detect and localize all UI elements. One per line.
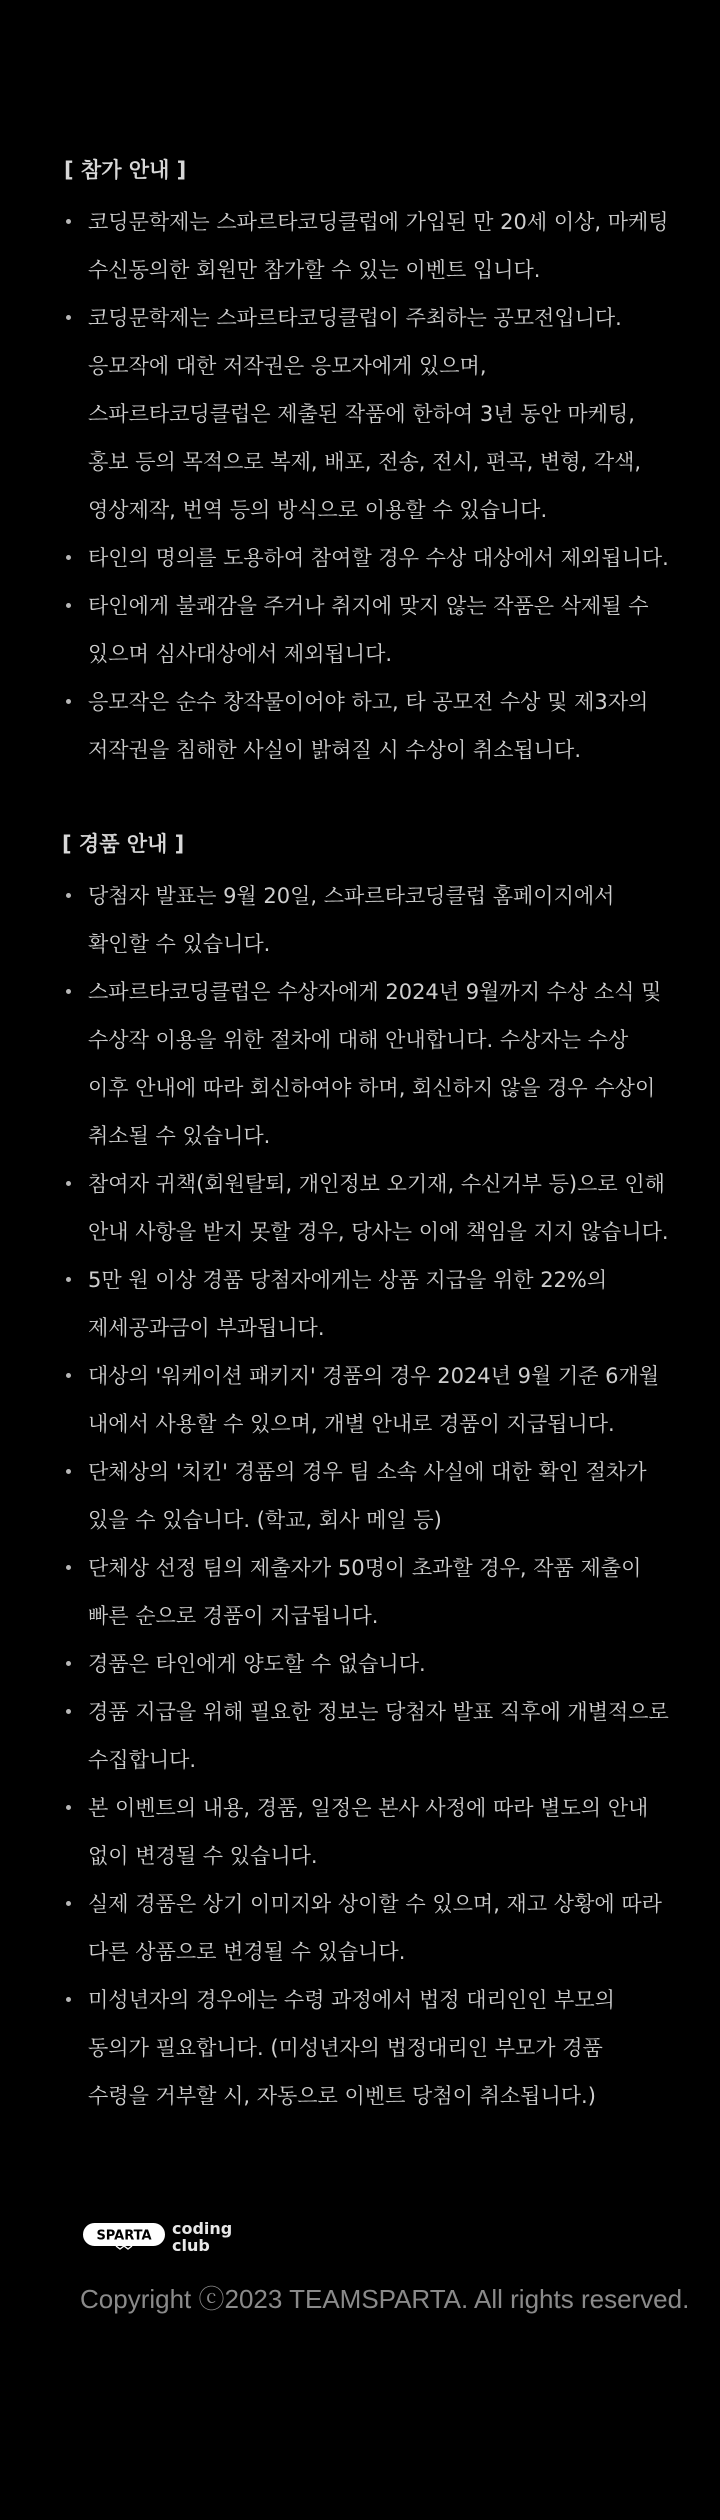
- list-item: 응모작은 순수 창작물이어야 하고, 타 공모전 수상 및 제3자의 저작권을 침해한 사실이 밝혀질 시 수상이 취소됩니다.: [0, 678, 720, 774]
- logo-line-club: club: [172, 2236, 210, 2255]
- prize-list: [0, 872, 720, 2120]
- sparta-coding-club-logo[interactable]: [82, 2210, 242, 2260]
- list-item: 단체상 선정 팀의 제출자가 50명이 초과할 경우, 작품 제출이 빠른 순으로 경품이 지급됩니다.: [0, 1544, 720, 1640]
- list-item: 당첨자 발표는 9월 20일, 스파르타코딩클럽 홈페이지에서 확인할 수 있습니다.: [0, 872, 720, 968]
- logo-line-coding: coding: [172, 2219, 233, 2238]
- list-item: 코딩문학제는 스파르타코딩클럽이 주최하는 공모전입니다. 응모작에 대한 저작권은 응모자에게 있으며, 스파르타코딩클럽은 제출된 작품에 한하여 3년 동안 마케팅, 홍보 등의 목적으로 복제, 배포, 전송, 전시, 편곡, 변형, 각색, 영상제작, 번역 등의 방식으로 이용할 수 있습니다.: [0, 294, 720, 534]
- list-item: 미성년자의 경우에는 수령 과정에서 법정 대리인인 부모의 동의가 필요합니다. (미성년자의 법정대리인 부모가 경품 수령을 거부할 시, 자동으로 이벤트 당첨이 취소됩니다.): [0, 1976, 720, 2120]
- copyright-text: Copyright ⓒ2023 TEAMSPARTA. All rights reserved.: [80, 2284, 690, 2314]
- logo-wordmark: [172, 2220, 232, 2254]
- list-item: 5만 원 이상 경품 당첨자에게는 상품 지급을 위한 22%의 제세공과금이 부과됩니다.: [0, 1256, 720, 1352]
- logo-badge-text: SPARTA: [96, 2228, 152, 2244]
- list-item: 코딩문학제는 스파르타코딩클럽에 가입된 만 20세 이상, 마케팅 수신동의한 회원만 참가할 수 있는 이벤트 입니다.: [0, 198, 720, 294]
- list-item: 참여자 귀책(회원탈퇴, 개인정보 오기재, 수신거부 등)으로 인해 안내 사항을 받지 못할 경우, 당사는 이에 책임을 지지 않습니다.: [0, 1160, 720, 1256]
- list-item: 경품 지급을 위해 필요한 정보는 당첨자 발표 직후에 개별적으로 수집합니다.: [0, 1688, 720, 1784]
- prize-title: [ 경품 안내 ]: [62, 832, 185, 856]
- list-item: 대상의 '워케이션 패키지' 경품의 경우 2024년 9월 기준 6개월 내에서 사용할 수 있으며, 개별 안내로 경품이 지급됩니다.: [0, 1352, 720, 1448]
- list-item: 타인에게 불쾌감을 주거나 취지에 맞지 않는 작품은 삭제될 수 있으며 심사대상에서 제외됩니다.: [0, 582, 720, 678]
- participation-section: [0, 150, 720, 774]
- list-item: 본 이벤트의 내용, 경품, 일정은 본사 사정에 따라 별도의 안내 없이 변경될 수 있습니다.: [0, 1784, 720, 1880]
- list-item: 타인의 명의를 도용하여 참여할 경우 수상 대상에서 제외됩니다.: [0, 534, 720, 582]
- participation-title: [ 참가 안내 ]: [64, 158, 187, 182]
- sparta-logo-badge: [82, 2222, 166, 2250]
- participation-list: [0, 198, 720, 774]
- list-item: 경품은 타인에게 양도할 수 없습니다.: [0, 1640, 720, 1688]
- list-item: 단체상의 '치킨' 경품의 경우 팀 소속 사실에 대한 확인 절차가 있을 수 있습니다. (학교, 회사 메일 등): [0, 1448, 720, 1544]
- list-item: 실제 경품은 상기 이미지와 상이할 수 있으며, 재고 상황에 따라 다른 상품으로 변경될 수 있습니다.: [0, 1880, 720, 1976]
- list-item: 스파르타코딩클럽은 수상자에게 2024년 9월까지 수상 소식 및 수상작 이용을 위한 절차에 대해 안내합니다. 수상자는 수상 이후 안내에 따라 회신하여야 하며, 회신하지 않을 경우 수상이 취소될 수 있습니다.: [0, 968, 720, 1160]
- prize-section: [0, 824, 720, 2120]
